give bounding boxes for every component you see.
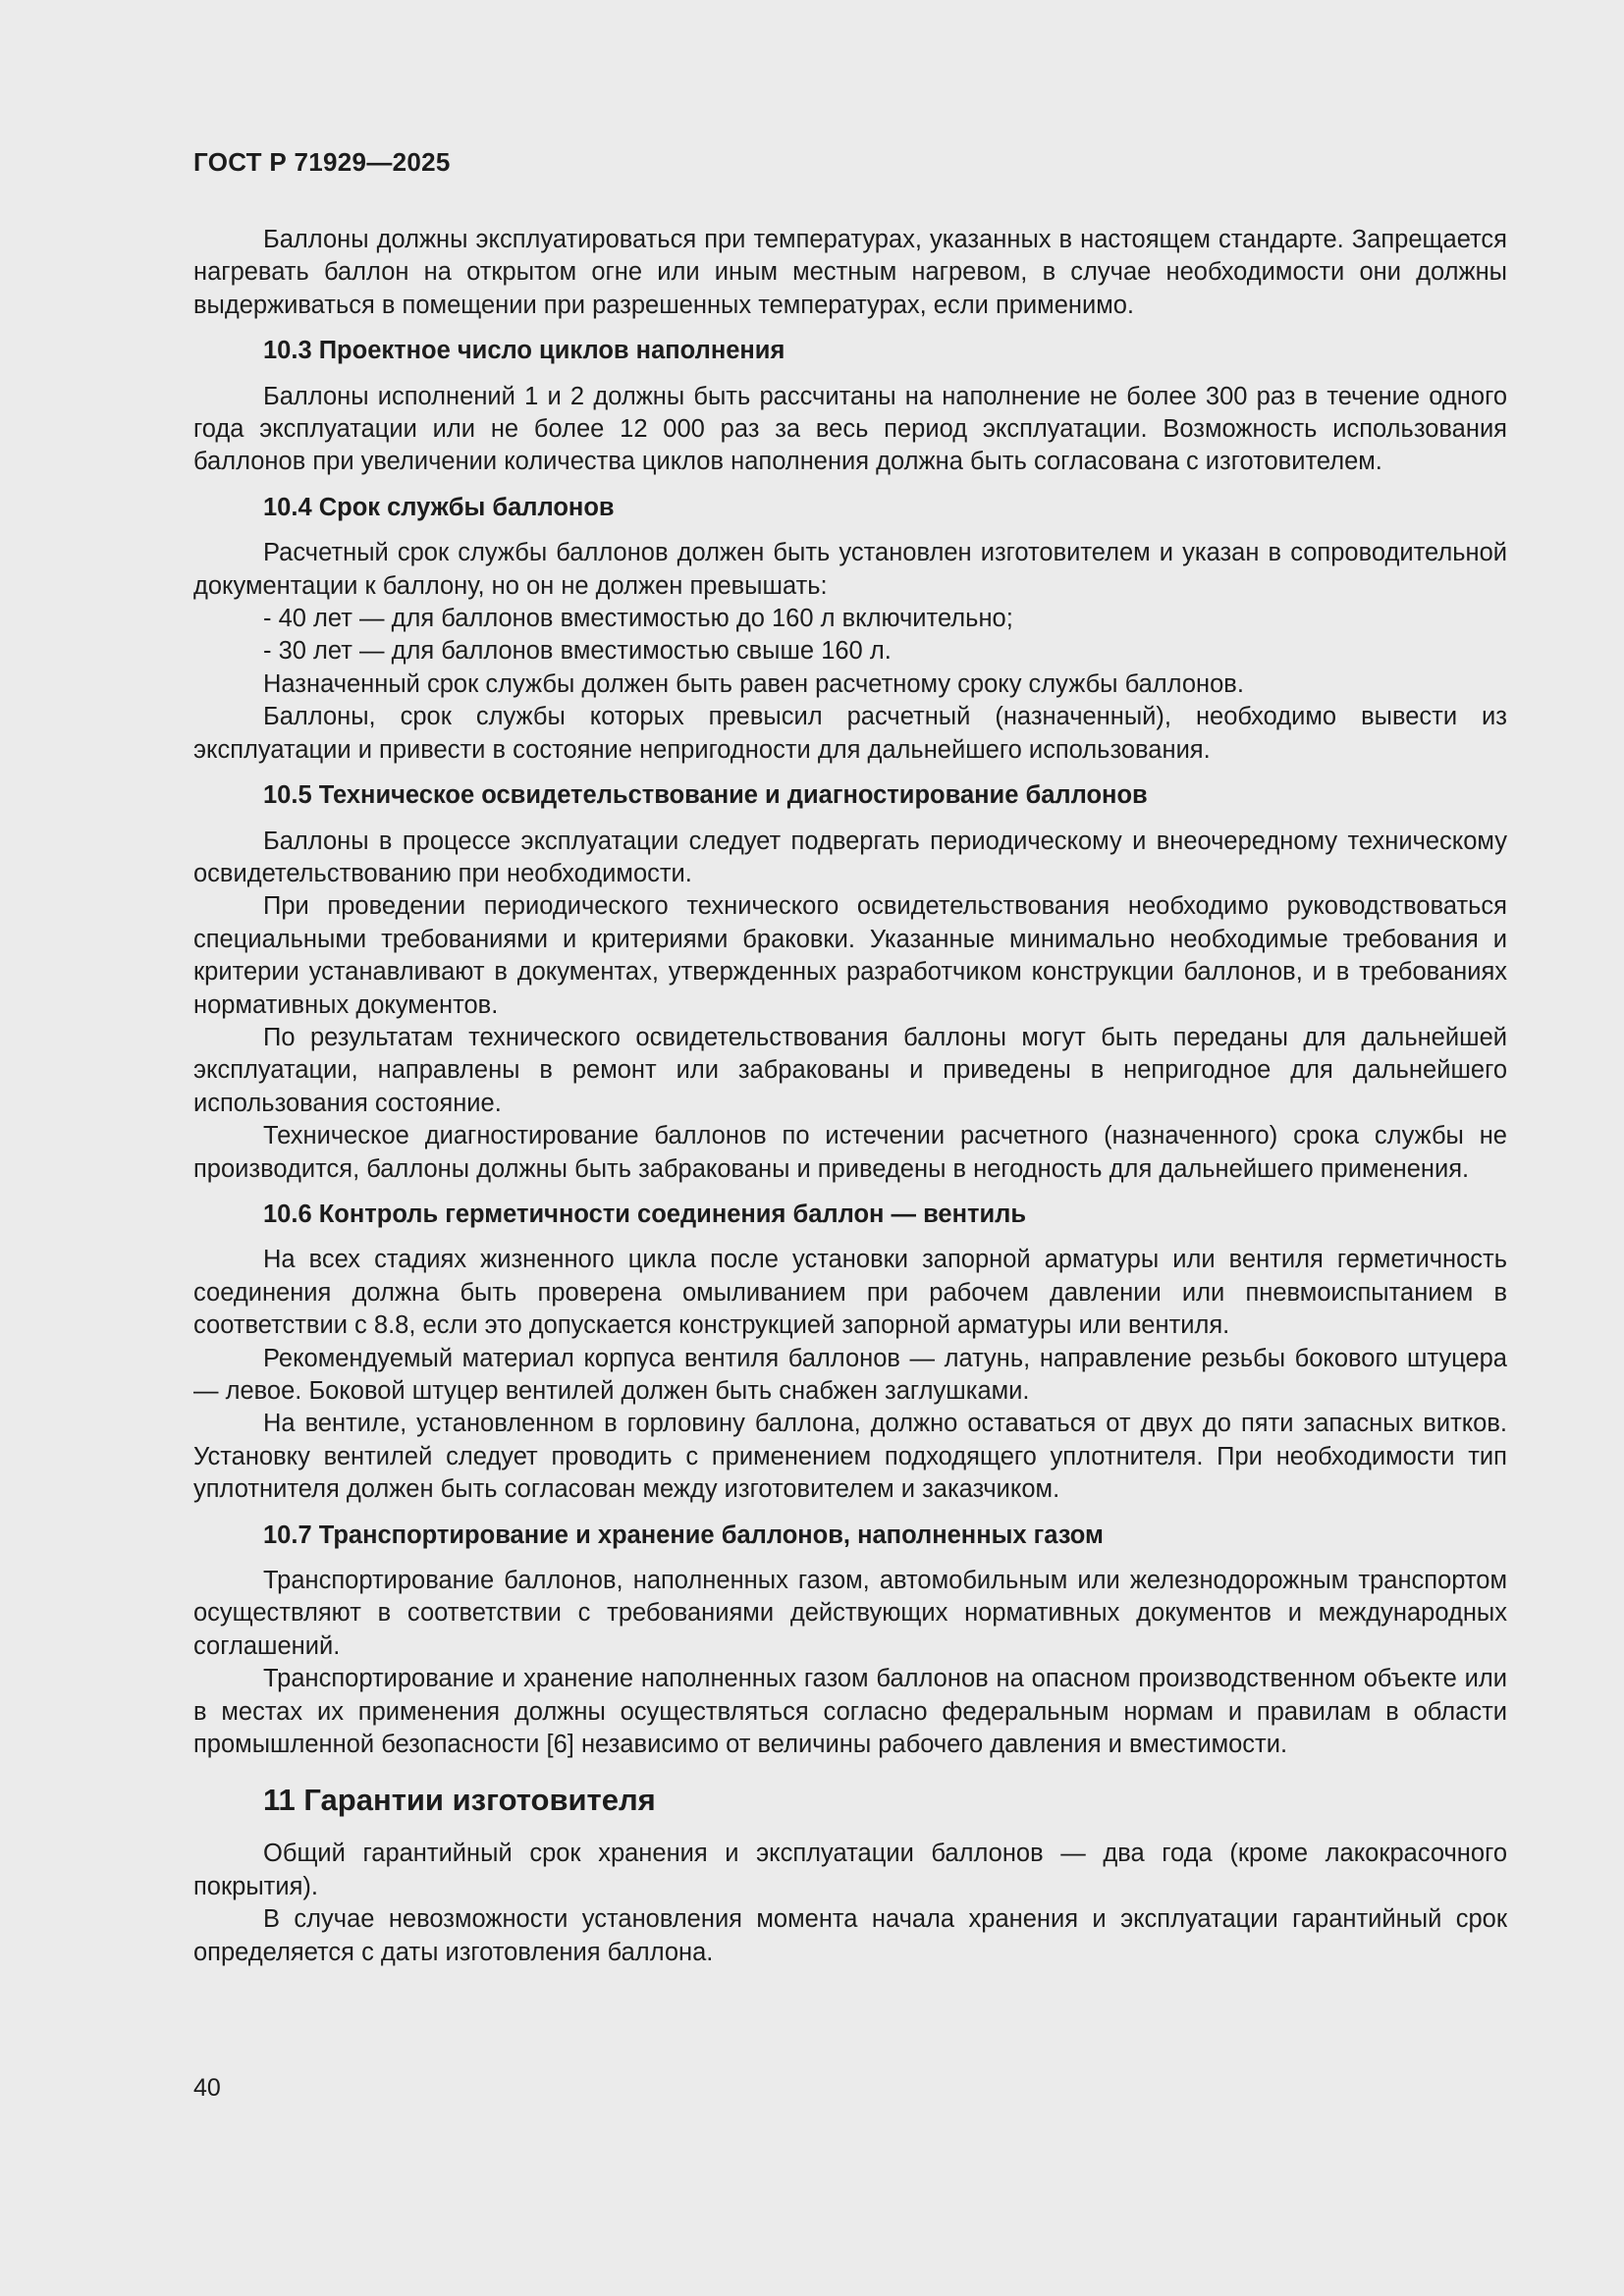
paragraph: При проведении периодического технического освидетельствования необходимо руководствоваться специальными требованиями и критериями браковки. Указанные минимально необходимые требования и критерии устанавливают в документах, утвержденных разработчиком конструкции баллонов, и в требованиях нормативных документов. bbox=[193, 892, 1507, 1019]
paragraph: Назначенный срок службы должен быть равен расчетному сроку службы баллонов. bbox=[263, 669, 1244, 698]
paragraph: Баллоны должны эксплуатироваться при температурах, указанных в настоящем стандарте. Запрещается нагревать баллон на открытом огне или иным местным нагревом, в случае необходимости они должны выдерживаться в помещении при разрешенных температурах, если применимо. bbox=[193, 226, 1507, 319]
paragraph: Общий гарантийный срок хранения и эксплуатации баллонов — два года (кроме лакокрасочного покрытия). bbox=[193, 1840, 1507, 1900]
paragraph: Расчетный срок службы баллонов должен быть установлен изготовителем и указан в сопроводительной документации к баллону, но он не должен превышать: bbox=[193, 539, 1507, 600]
section-heading-10-4: 10.4 Срок службы баллонов bbox=[263, 493, 615, 521]
paragraph: Транспортирование и хранение наполненных газом баллонов на опасном производственном объекте или в местах их применения должны осуществляться согласно федеральным нормам и правилам в области промышленной безопасности [6] независимо от величины рабочего давления и вместимости. bbox=[193, 1665, 1507, 1759]
document-body bbox=[193, 224, 1507, 1969]
list-item: - 30 лет — для баллонов вместимостью свыше 160 л. bbox=[263, 637, 892, 666]
section-heading-10-3: 10.3 Проектное число циклов наполнения bbox=[263, 337, 785, 365]
paragraph: На всех стадиях жизненного цикла после установки запорной арматуры или вентиля герметичность соединения должна быть проверена омыливанием при рабочем давлении или пневмоиспытанием в соответствии с 8.8, если это допускается конструкцией запорной арматуры или вентиля. bbox=[193, 1246, 1507, 1340]
paragraph: Баллоны исполнений 1 и 2 должны быть рассчитаны на наполнение не более 300 раз в течение одного года эксплуатации или не более 12 000 раз за весь период эксплуатации. Возможность использования баллонов при увеличении количества циклов наполнения должна быть согласована с изготовителем. bbox=[193, 382, 1507, 476]
list-item: - 40 лет — для баллонов вместимостью до 160 л включительно; bbox=[263, 605, 1013, 633]
section-heading-10-6: 10.6 Контроль герметичности соединения баллон — вентиль bbox=[263, 1200, 1027, 1228]
paragraph: Рекомендуемый материал корпуса вентиля баллонов — латунь, направление резьбы бокового штуцера — левое. Боковой штуцер вентилей должен быть снабжен заглушками. bbox=[193, 1344, 1507, 1405]
paragraph: Транспортирование баллонов, наполненных газом, автомобильным или железнодорожным транспортом осуществляют в соответствии с требованиями действующих нормативных документов и международных соглашений. bbox=[193, 1567, 1507, 1660]
section-heading-10-7: 10.7 Транспортирование и хранение баллонов, наполненных газом bbox=[263, 1521, 1104, 1549]
paragraph: Баллоны в процессе эксплуатации следует подвергать периодическому и внеочередному техническому освидетельствованию при необходимости. bbox=[193, 827, 1507, 887]
document-code-header: ГОСТ Р 71929—2025 bbox=[193, 147, 451, 177]
page-number: 40 bbox=[193, 2074, 221, 2102]
paragraph: Техническое диагностирование баллонов по истечении расчетного (назначенного) срока службы не производится, баллоны должны быть забракованы и приведены в негодность для дальнейшего применения. bbox=[193, 1122, 1507, 1183]
paragraph: Баллоны, срок службы которых превысил расчетный (назначенный), необходимо вывести из эксплуатации и привести в состояние непригодности для дальнейшего использования. bbox=[193, 703, 1507, 764]
section-heading-10-5: 10.5 Техническое освидетельствование и диагностирование баллонов bbox=[263, 781, 1148, 810]
paragraph: По результатам технического освидетельствования баллоны могут быть переданы для дальнейшей эксплуатации, направлены в ремонт или забракованы и приведены в непригодное для дальнейшего использования состояние. bbox=[193, 1023, 1507, 1117]
paragraph: В случае невозможности установления момента начала хранения и эксплуатации гарантийный срок определяется с даты изготовления баллона. bbox=[193, 1905, 1507, 1966]
section-heading-11: 11 Гарантии изготовителя bbox=[263, 1783, 656, 1818]
paragraph: На вентиле, установленном в горловину баллона, должно оставаться от двух до пяти запасных витков. Установку вентилей следует проводить с применением подходящего уплотнителя. При необходимости тип уплотнителя должен быть согласован между изготовителем и заказчиком. bbox=[193, 1410, 1507, 1504]
